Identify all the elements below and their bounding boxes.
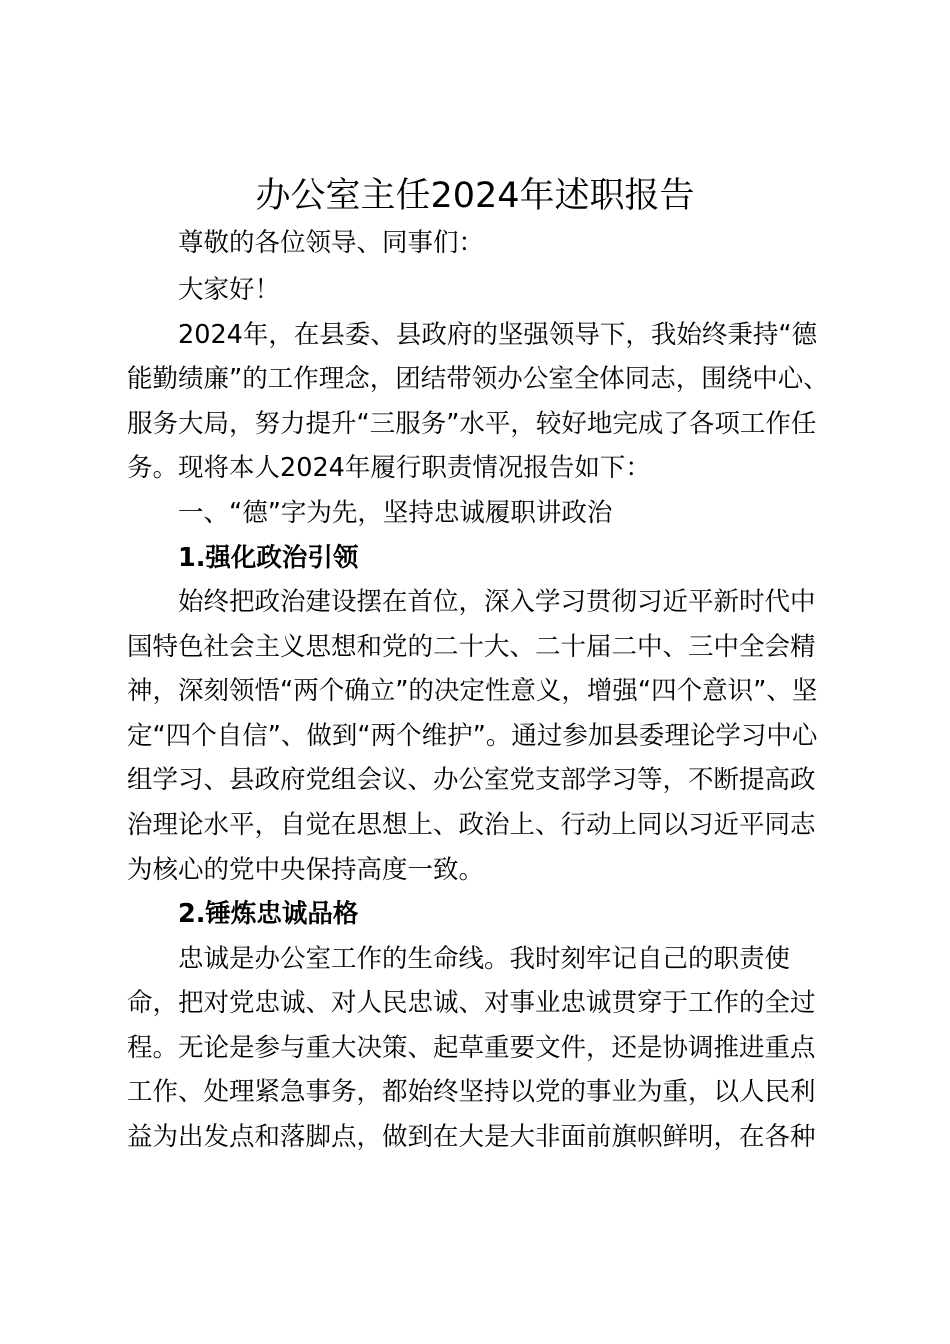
paragraph-line: 2024年，在县委、县政府的坚强领导下，我始终秉持“德 [178, 320, 818, 350]
paragraph-line: 益为出发点和落脚点，做到在大是大非面前旗帜鲜明，在各种 [127, 1122, 816, 1152]
paragraph-line: 程。无论是参与重大决策、起草重要文件，还是协调推进重点 [127, 1033, 816, 1063]
paragraph-line: 组学习、县政府党组会议、办公室党支部学习等，不断提高政 [127, 765, 816, 795]
paragraph-line: 神，深刻领悟“两个确立”的决定性意义，增强“四个意识”、坚 [127, 676, 818, 706]
salutation: 尊敬的各位领导、同事们： [178, 228, 485, 258]
paragraph-line: 治理论水平，自觉在思想上、政治上、行动上同以习近平同志 [127, 810, 816, 840]
paragraph-line: 始终把政治建设摆在首位，深入学习贯彻习近平新时代中 [178, 587, 816, 617]
subsection-heading: 1.强化政治引领 [178, 543, 359, 573]
paragraph-line: 命，把对党忠诚、对人民忠诚、对事业忠诚贯穿于工作的全过 [127, 988, 816, 1018]
subsection-heading: 2.锤炼忠诚品格 [178, 899, 359, 929]
paragraph-line: 国特色社会主义思想和党的二十大、二十届二中、三中全会精 [127, 632, 816, 662]
section-heading: 一、“德”字为先，坚持忠诚履职讲政治 [178, 498, 613, 528]
paragraph-line: 服务大局，努力提升“三服务”水平，较好地完成了各项工作任 [127, 409, 817, 439]
paragraph-line: 务。现将本人2024年履行职责情况报告如下： [127, 453, 651, 483]
paragraph-line: 为核心的党中央保持高度一致。 [127, 855, 485, 885]
paragraph-line: 定“四个自信”、做到“两个维护”。通过参加县委理论学习中心 [127, 721, 818, 751]
paragraph-line: 忠诚是办公室工作的生命线。我时刻牢记自己的职责使 [178, 944, 791, 974]
paragraph-line: 能勤绩廉”的工作理念，团结带领办公室全体同志，围绕中心、 [127, 364, 829, 394]
greeting: 大家好！ [178, 275, 281, 305]
paragraph-line: 工作、处理紧急事务，都始终坚持以党的事业为重，以人民利 [127, 1077, 816, 1107]
document-title: 办公室主任2024年述职报告 [255, 176, 695, 216]
